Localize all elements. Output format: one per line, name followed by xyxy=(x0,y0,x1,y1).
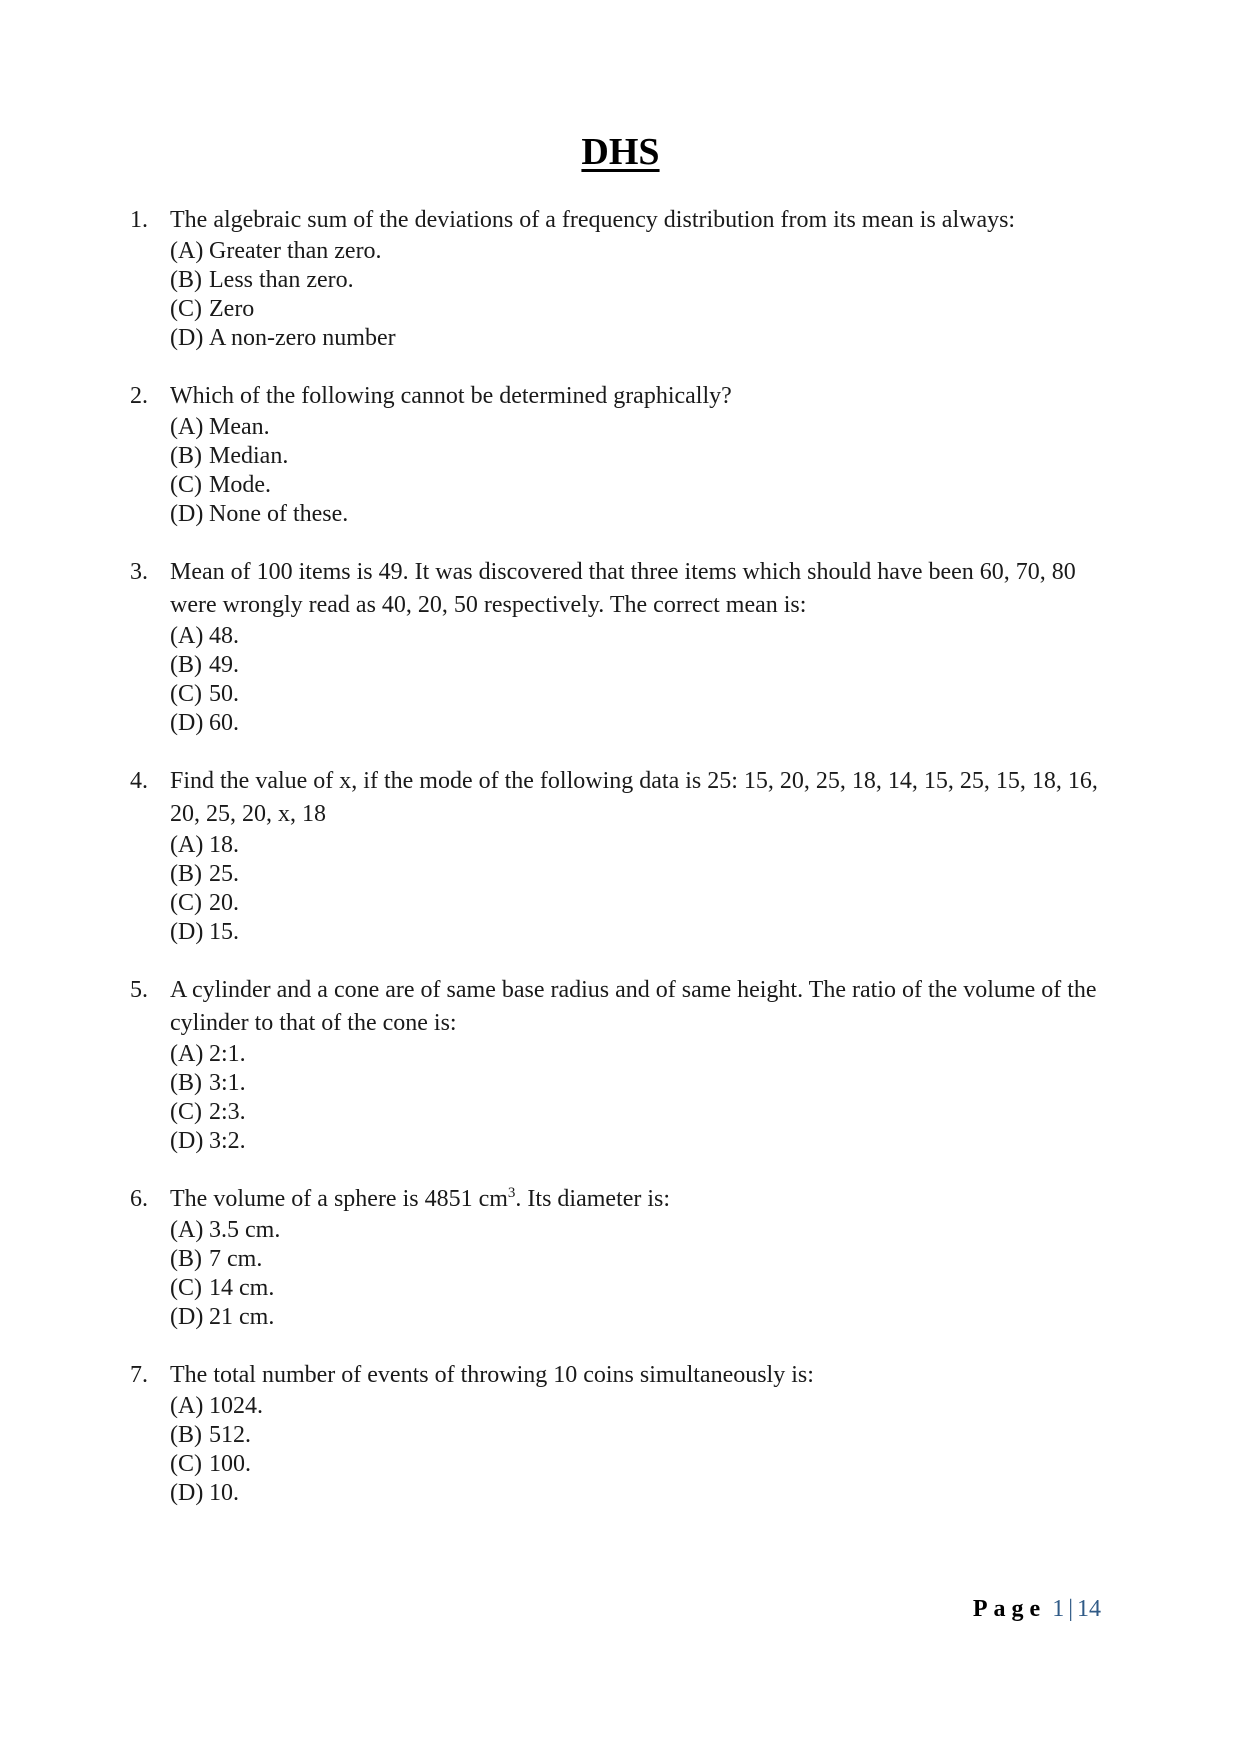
option-text: 25. xyxy=(209,861,239,887)
option-letter: (C) xyxy=(170,681,202,707)
option xyxy=(170,471,1120,500)
option-text: 3.5 cm. xyxy=(209,1217,281,1243)
question-text xyxy=(170,1183,1120,1216)
option xyxy=(170,889,1120,918)
total-page-count: 14 xyxy=(1077,1596,1101,1622)
option-letter: (B) xyxy=(170,861,202,887)
option xyxy=(170,413,1120,442)
option-text: Zero xyxy=(209,296,255,322)
option-text: 2:1. xyxy=(209,1041,246,1067)
options-list xyxy=(170,1216,1120,1332)
option-text: Median. xyxy=(209,443,289,469)
question-text: Mean of 100 items is 49. It was discovered that three items which should have been 60, 70, 80 were wrongly read as 40, 20, 50 respectively. The correct mean is: xyxy=(170,559,1076,618)
option xyxy=(170,1392,1120,1421)
question-text: Which of the following cannot be determined graphically? xyxy=(170,383,732,409)
option-letter: (A) xyxy=(170,1393,204,1419)
page-label: Page xyxy=(972,1596,1047,1622)
option-text: Mode. xyxy=(209,472,271,498)
option-letter: (B) xyxy=(170,1070,202,1096)
option-letter: (D) xyxy=(170,1480,204,1506)
option-letter: (B) xyxy=(170,1422,202,1448)
option-letter: (C) xyxy=(170,296,202,322)
question-number: 4. xyxy=(130,768,148,794)
option-letter: (A) xyxy=(170,623,204,649)
options-list xyxy=(170,831,1120,947)
option-letter: (D) xyxy=(170,501,204,527)
option xyxy=(170,237,1120,266)
option-text: None of these. xyxy=(209,501,349,527)
option-text: 48. xyxy=(209,623,239,649)
option xyxy=(170,1127,1120,1156)
page-title: DHS xyxy=(581,131,660,173)
option-text: 2:3. xyxy=(209,1099,246,1125)
question xyxy=(130,380,1120,529)
option xyxy=(170,1450,1120,1479)
option-text: 50. xyxy=(209,681,239,707)
page-separator: | xyxy=(1068,1596,1073,1622)
option-letter: (B) xyxy=(170,652,202,678)
option xyxy=(170,1040,1120,1069)
option xyxy=(170,1069,1120,1098)
option xyxy=(170,1421,1120,1450)
option-letter: (D) xyxy=(170,1128,204,1154)
option xyxy=(170,831,1120,860)
option xyxy=(170,295,1120,324)
question xyxy=(130,1183,1120,1332)
option-text: 14 cm. xyxy=(209,1275,275,1301)
question-list xyxy=(130,204,1120,1535)
option-text: 10. xyxy=(209,1480,239,1506)
option-letter: (A) xyxy=(170,414,204,440)
option-letter: (C) xyxy=(170,1275,202,1301)
option xyxy=(170,651,1120,680)
option xyxy=(170,1274,1120,1303)
option-text: Mean. xyxy=(209,414,270,440)
option xyxy=(170,709,1120,738)
question xyxy=(130,556,1120,738)
option-text: Greater than zero. xyxy=(209,238,382,264)
option-letter: (D) xyxy=(170,710,204,736)
option xyxy=(170,622,1120,651)
superscript-exponent: 3 xyxy=(507,1185,516,1201)
option-letter: (C) xyxy=(170,1451,202,1477)
question-number: 3. xyxy=(130,559,148,585)
option-letter: (B) xyxy=(170,1246,202,1272)
option xyxy=(170,1098,1120,1127)
current-page-number: 1 xyxy=(1052,1596,1065,1622)
option-text: 1024. xyxy=(209,1393,263,1419)
options-list xyxy=(170,1392,1120,1508)
option-letter: (C) xyxy=(170,890,202,916)
page-footer xyxy=(973,1596,1101,1623)
option xyxy=(170,442,1120,471)
option-text: 18. xyxy=(209,832,239,858)
option xyxy=(170,500,1120,529)
option-letter: (C) xyxy=(170,472,202,498)
question-text: A cylinder and a cone are of same base radius and of same height. The ratio of the volume of the cylinder to that of the cone is: xyxy=(170,977,1097,1036)
option-text: 3:2. xyxy=(209,1128,246,1154)
option-text: 3:1. xyxy=(209,1070,246,1096)
option-text: 60. xyxy=(209,710,239,736)
question-text-end: . Its diameter is: xyxy=(515,1186,671,1212)
option-letter: (A) xyxy=(170,238,204,264)
question-text: Find the value of x, if the mode of the following data is 25: 15, 20, 25, 18, 14, 15, 25, 15, 18, 16, 20, 25, 20, x, 18 xyxy=(170,768,1098,827)
option-letter: (D) xyxy=(170,919,204,945)
option-letter: (B) xyxy=(170,267,202,293)
option xyxy=(170,1479,1120,1508)
option xyxy=(170,266,1120,295)
option-text: 20. xyxy=(209,890,239,916)
question xyxy=(130,1359,1120,1508)
options-list xyxy=(170,413,1120,529)
option xyxy=(170,324,1120,353)
options-list xyxy=(170,622,1120,738)
option xyxy=(170,1216,1120,1245)
option-text: A non-zero number xyxy=(209,325,396,351)
option-text: Less than zero. xyxy=(209,267,354,293)
option-letter: (A) xyxy=(170,1041,204,1067)
option xyxy=(170,680,1120,709)
options-list xyxy=(170,237,1120,353)
option-text: 49. xyxy=(209,652,239,678)
option-letter: (D) xyxy=(170,1304,204,1330)
question-text: The total number of events of throwing 10 coins simultaneously is: xyxy=(170,1362,814,1388)
options-list xyxy=(170,1040,1120,1156)
question-text-start: The volume of a sphere is 4851 cm xyxy=(170,1186,508,1212)
question-number: 7. xyxy=(130,1362,148,1388)
option-text: 100. xyxy=(209,1451,251,1477)
option-letter: (C) xyxy=(170,1099,202,1125)
question-number: 2. xyxy=(130,383,148,409)
option-letter: (D) xyxy=(170,325,204,351)
question-number: 1. xyxy=(130,207,148,233)
option-text: 512. xyxy=(209,1422,251,1448)
option-letter: (B) xyxy=(170,443,202,469)
option-text: 21 cm. xyxy=(209,1304,275,1330)
option-text: 7 cm. xyxy=(209,1246,263,1272)
option-letter: (A) xyxy=(170,1217,204,1243)
option xyxy=(170,860,1120,889)
option-text: 15. xyxy=(209,919,239,945)
option xyxy=(170,1245,1120,1274)
question xyxy=(130,974,1120,1156)
option xyxy=(170,1303,1120,1332)
option-letter: (A) xyxy=(170,832,204,858)
question-number: 5. xyxy=(130,977,148,1003)
question-number: 6. xyxy=(130,1186,148,1212)
question xyxy=(130,204,1120,353)
question xyxy=(130,765,1120,947)
option xyxy=(170,918,1120,947)
question-text: The algebraic sum of the deviations of a frequency distribution from its mean is always: xyxy=(170,207,1016,233)
